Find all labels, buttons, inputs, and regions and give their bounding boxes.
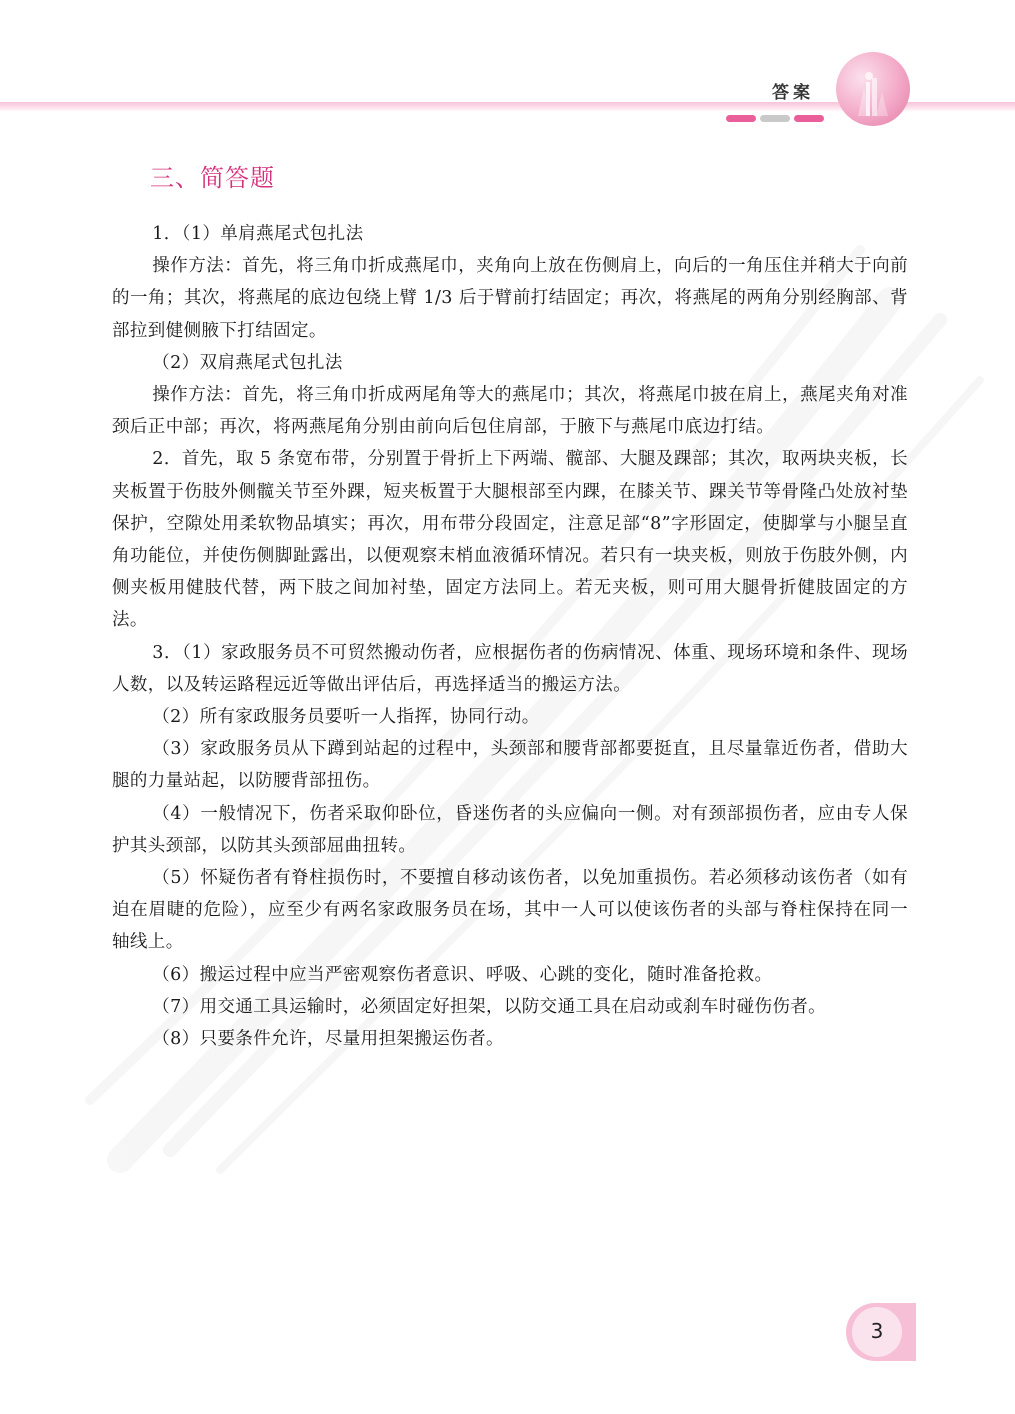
header-dash-pink xyxy=(794,115,824,122)
section-title: 三、简答题 xyxy=(150,164,275,192)
paragraph: （8）只要条件允许，尽量用担架搬运伤者。 xyxy=(152,1029,504,1050)
paragraph: （3）家政服务员从下蹲到站起的过程中，头颈部和腰背部都要挺直，且尽量靠近伤者，借助大腿的力量站起，以防腰背部扭伤。 xyxy=(112,739,908,792)
paragraph: （2）双肩燕尾式包扎法 xyxy=(152,352,343,373)
paragraph: 2．首先，取 5 条宽布带，分别置于骨折上下两端、髋部、大腿及踝部；其次，取两块夹板，长夹板置于伤肢外侧髋关节至外踝，短夹板置于大腿根部至内踝，在膝关节、踝关节等骨隆凸处放衬垫保护，空隙处用柔软物品填实；再次，用布带分段固定，注意足部“8”字形固定，使脚掌与小腿呈直角功能位，并使伤侧脚趾露出，以便观察末梢血液循环情况。若只有一块夹板，则放于伤肢外侧，内侧夹板用健肢代替，两下肢之间加衬垫，固定方法同上。若无夹板，则可用大腿骨折健肢固定的方法。 xyxy=(112,449,908,631)
paragraph: （6）搬运过程中应当严密观察伤者意识、呼吸、心跳的变化，随时准备抢救。 xyxy=(152,964,773,985)
paragraph: 操作方法：首先，将三角巾折成两尾角等大的燕尾巾；其次，将燕尾巾披在肩上，燕尾夹角对准颈后正中部；再次，将两燕尾角分别由前向后包住肩部，于腋下与燕尾巾底边打结。 xyxy=(112,385,908,438)
paragraph: （2）所有家政服务员要听一人指挥，协同行动。 xyxy=(152,707,540,728)
page-number: 3 xyxy=(870,1319,884,1343)
header-dash-gray xyxy=(760,115,790,122)
paragraph: 1．（1）单肩燕尾式包扎法 xyxy=(152,224,364,244)
header-dash-pink xyxy=(726,115,756,122)
header-label: 答案 xyxy=(772,83,814,103)
answer-content xyxy=(112,218,908,1055)
paragraph: 3．（1）家政服务员不可贸然搬动伤者，应根据伤者的伤病情况、体重、现场环境和条件、现场人数，以及转运路程远近等做出评估后，再选择适当的搬运方法。 xyxy=(112,642,908,695)
paragraph: （5）怀疑伤者有脊柱损伤时，不要擅自移动该伤者，以免加重损伤。若必须移动该伤者（如有迫在眉睫的危险），应至少有两名家政服务员在场，其中一人可以使该伤者的头部与脊柱保持在同一轴线上。 xyxy=(112,868,908,953)
paragraph: （4）一般情况下，伤者采取仰卧位，昏迷伤者的头应偏向一侧。对有颈部损伤者，应由专人保护其头颈部，以防其头颈部屈曲扭转。 xyxy=(112,803,908,856)
paragraph: （7）用交通工具运输时，必须固定好担架，以防交通工具在启动或刹车时碰伤伤者。 xyxy=(152,996,827,1017)
header-illustration xyxy=(836,52,910,126)
paragraph: 操作方法：首先，将三角巾折成燕尾巾，夹角向上放在伤侧肩上，向后的一角压住并稍大于向前的一角；其次，将燕尾的底边包绕上臂 1/3 后于臂前打结固定；再次，将燕尾的两角分别经胸部、背部拉到健侧腋下打结固定。 xyxy=(112,256,908,341)
